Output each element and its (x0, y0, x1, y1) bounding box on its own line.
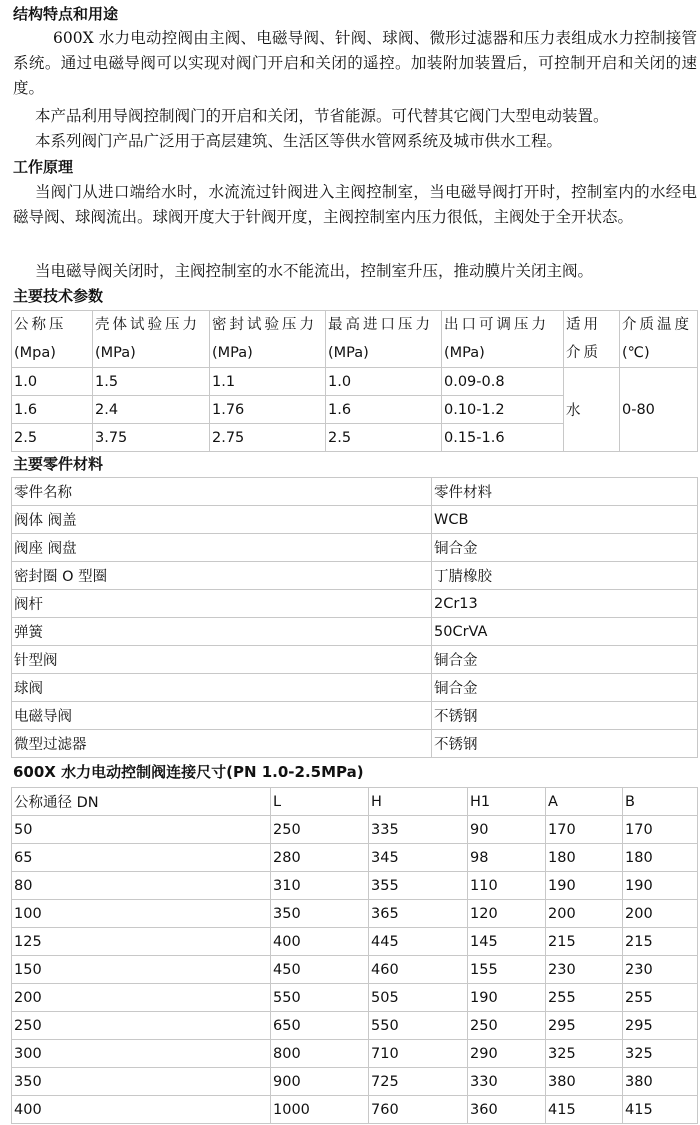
parts-header-cell: 零件材料 (432, 478, 698, 506)
table-cell: 2.4 (93, 396, 210, 424)
table-cell: 310 (271, 872, 369, 900)
table-row (12, 956, 698, 984)
section-title-dimensions: 600X 水力电动控制阀连接尺寸(PN 1.0-2.5MPa) (13, 763, 364, 781)
table-row (12, 844, 698, 872)
table-cell: 2Cr13 (432, 590, 698, 618)
table-cell: 125 (12, 928, 271, 956)
table-cell: 80 (12, 872, 271, 900)
table-cell: 2.5 (12, 424, 93, 452)
dims-header-cell: 公称通径 DN (12, 788, 271, 816)
table-row (12, 534, 698, 562)
section-title-principle: 工作原理 (13, 158, 74, 176)
table-cell: 295 (623, 1012, 698, 1040)
parts-materials-table (11, 477, 698, 758)
table-cell: 1000 (271, 1096, 369, 1124)
table-cell: 180 (623, 844, 698, 872)
tech-header-cell: 壳体试验压力 (MPa) (93, 311, 210, 368)
section-title-tech-params: 主要技术参数 (13, 287, 104, 305)
table-cell: 450 (271, 956, 369, 984)
table-cell: 弹簧 (12, 618, 432, 646)
table-cell: 760 (369, 1096, 468, 1124)
table-cell: 505 (369, 984, 468, 1012)
table-cell: 145 (468, 928, 546, 956)
table-cell: 445 (369, 928, 468, 956)
table-cell: 0.15-1.6 (442, 424, 564, 452)
table-cell: 900 (271, 1068, 369, 1096)
medium-cell: 水 (564, 368, 620, 452)
table-row (12, 674, 698, 702)
section-title-parts: 主要零件材料 (13, 455, 104, 473)
table-cell: 1.0 (12, 368, 93, 396)
tech-header-cell: 最高进口压力 (MPa) (326, 311, 442, 368)
table-cell: 2.75 (210, 424, 326, 452)
table-cell: 345 (369, 844, 468, 872)
tech-header-cell: 密封试验压力 (MPa) (210, 311, 326, 368)
table-cell: 190 (546, 872, 623, 900)
table-cell: 250 (468, 1012, 546, 1040)
table-cell: 不锈钢 (432, 730, 698, 758)
table-cell: 325 (546, 1040, 623, 1068)
table-cell: 400 (12, 1096, 271, 1124)
table-cell: 110 (468, 872, 546, 900)
table-cell: 球阀 (12, 674, 432, 702)
table-cell: 阀杆 (12, 590, 432, 618)
table-cell: 350 (271, 900, 369, 928)
table-cell: 200 (546, 900, 623, 928)
table-cell: 415 (623, 1096, 698, 1124)
table-cell: 1.5 (93, 368, 210, 396)
table-cell: 2.5 (326, 424, 442, 452)
table-cell: 200 (12, 984, 271, 1012)
table-cell: 1.0 (326, 368, 442, 396)
table-cell: 710 (369, 1040, 468, 1068)
table-cell: 325 (623, 1040, 698, 1068)
table-cell: 255 (623, 984, 698, 1012)
table-row (12, 590, 698, 618)
paragraph-structure-3: 本系列阀门产品广泛用于高层建筑、生活区等供水管网系统及城市供水工程。 (35, 132, 563, 150)
table-row (12, 816, 698, 844)
table-cell: 不锈钢 (432, 702, 698, 730)
table-row (12, 984, 698, 1012)
table-cell: 295 (546, 1012, 623, 1040)
table-row (12, 368, 698, 396)
table-cell: 650 (271, 1012, 369, 1040)
table-row (12, 618, 698, 646)
table-row (12, 646, 698, 674)
table-cell: 380 (623, 1068, 698, 1096)
parts-header-cell: 零件名称 (12, 478, 432, 506)
table-cell: 460 (369, 956, 468, 984)
dims-header-cell: H1 (468, 788, 546, 816)
table-cell: 550 (369, 1012, 468, 1040)
tech-header-cell: 公称压 (Mpa) (12, 311, 93, 368)
table-cell: 针型阀 (12, 646, 432, 674)
table-cell: 725 (369, 1068, 468, 1096)
dims-header-cell: A (546, 788, 623, 816)
tech-header-cell: 介质温度 (℃) (620, 311, 698, 368)
table-cell: 50 (12, 816, 271, 844)
table-row (12, 562, 698, 590)
table-row (12, 872, 698, 900)
table-cell: 90 (468, 816, 546, 844)
parts-header-row (12, 478, 698, 506)
table-cell: 155 (468, 956, 546, 984)
table-cell: 280 (271, 844, 369, 872)
table-cell: 1.6 (12, 396, 93, 424)
table-cell: 355 (369, 872, 468, 900)
tech-header-row (12, 311, 698, 368)
table-cell: 250 (12, 1012, 271, 1040)
tech-params-table (11, 310, 698, 452)
connection-dimensions-table (11, 787, 698, 1124)
table-cell: 255 (546, 984, 623, 1012)
table-row (12, 1068, 698, 1096)
table-cell: 200 (623, 900, 698, 928)
dims-header-cell: L (271, 788, 369, 816)
table-cell: 1.76 (210, 396, 326, 424)
table-cell: 230 (623, 956, 698, 984)
table-row (12, 900, 698, 928)
table-cell: 50CrVA (432, 618, 698, 646)
table-cell: 1.1 (210, 368, 326, 396)
table-cell: 170 (623, 816, 698, 844)
table-cell: 65 (12, 844, 271, 872)
table-cell: 230 (546, 956, 623, 984)
table-cell: 铜合金 (432, 674, 698, 702)
table-row (12, 702, 698, 730)
table-cell: 800 (271, 1040, 369, 1068)
table-cell: 190 (623, 872, 698, 900)
paragraph-structure-2: 本产品利用导阀控制阀门的开启和关闭，节省能源。可代替其它阀门大型电动装置。 (35, 107, 609, 125)
table-cell: 335 (369, 816, 468, 844)
table-cell: 290 (468, 1040, 546, 1068)
temperature-cell: 0-80 (620, 368, 698, 452)
table-cell: 190 (468, 984, 546, 1012)
table-cell: 250 (271, 816, 369, 844)
table-cell: 350 (12, 1068, 271, 1096)
table-row (12, 928, 698, 956)
table-cell: 550 (271, 984, 369, 1012)
dims-header-cell: H (369, 788, 468, 816)
table-cell: 215 (623, 928, 698, 956)
table-cell: 0.09-0.8 (442, 368, 564, 396)
table-cell: WCB (432, 506, 698, 534)
table-row (12, 1040, 698, 1068)
table-cell: 密封圈 O 型圈 (12, 562, 432, 590)
table-row (12, 506, 698, 534)
table-cell: 415 (546, 1096, 623, 1124)
table-cell: 330 (468, 1068, 546, 1096)
table-cell: 铜合金 (432, 646, 698, 674)
table-row (12, 1096, 698, 1124)
table-cell: 电磁导阀 (12, 702, 432, 730)
paragraph-principle-2: 当电磁导阀关闭时，主阀控制室的水不能流出，控制室升压，推动膜片关闭主阀。 (35, 262, 594, 280)
table-cell: 120 (468, 900, 546, 928)
table-cell: 300 (12, 1040, 271, 1068)
table-row (12, 730, 698, 758)
section-title-structure: 结构特点和用途 (13, 5, 119, 23)
tech-header-cell: 出口可调压力 (MPa) (442, 311, 564, 368)
table-cell: 98 (468, 844, 546, 872)
dims-header-row (12, 788, 698, 816)
table-cell: 170 (546, 816, 623, 844)
table-cell: 360 (468, 1096, 546, 1124)
table-cell: 阀体 阀盖 (12, 506, 432, 534)
table-cell: 380 (546, 1068, 623, 1096)
paragraph-principle-1: 当阀门从进口端给水时，水流流过针阀进入主阀控制室，当电磁导阀打开时，控制室内的水经电磁导阀、球阀流出。球阀开度大于针阀开度，主阀控制室内压力很低，主阀处于全开状态。 (13, 183, 697, 226)
table-cell: 铜合金 (432, 534, 698, 562)
table-cell: 400 (271, 928, 369, 956)
paragraph-structure-1: 600X 水力电动控阀由主阀、电磁导阀、针阀、球阀、微形过滤器和压力表组成水力控制接管系统。通过电磁导阀可以实现对阀门开启和关闭的遥控。加装附加装置后，可控制开启和关闭的速度。 (13, 29, 697, 97)
tech-header-cell: 适用介质 (564, 311, 620, 368)
table-cell: 180 (546, 844, 623, 872)
table-cell: 1.6 (326, 396, 442, 424)
table-row (12, 1012, 698, 1040)
table-cell: 丁腈橡胶 (432, 562, 698, 590)
table-cell: 365 (369, 900, 468, 928)
table-cell: 微型过滤器 (12, 730, 432, 758)
table-cell: 0.10-1.2 (442, 396, 564, 424)
table-cell: 阀座 阀盘 (12, 534, 432, 562)
table-cell: 100 (12, 900, 271, 928)
table-cell: 3.75 (93, 424, 210, 452)
table-cell: 150 (12, 956, 271, 984)
table-cell: 215 (546, 928, 623, 956)
dims-header-cell: B (623, 788, 698, 816)
